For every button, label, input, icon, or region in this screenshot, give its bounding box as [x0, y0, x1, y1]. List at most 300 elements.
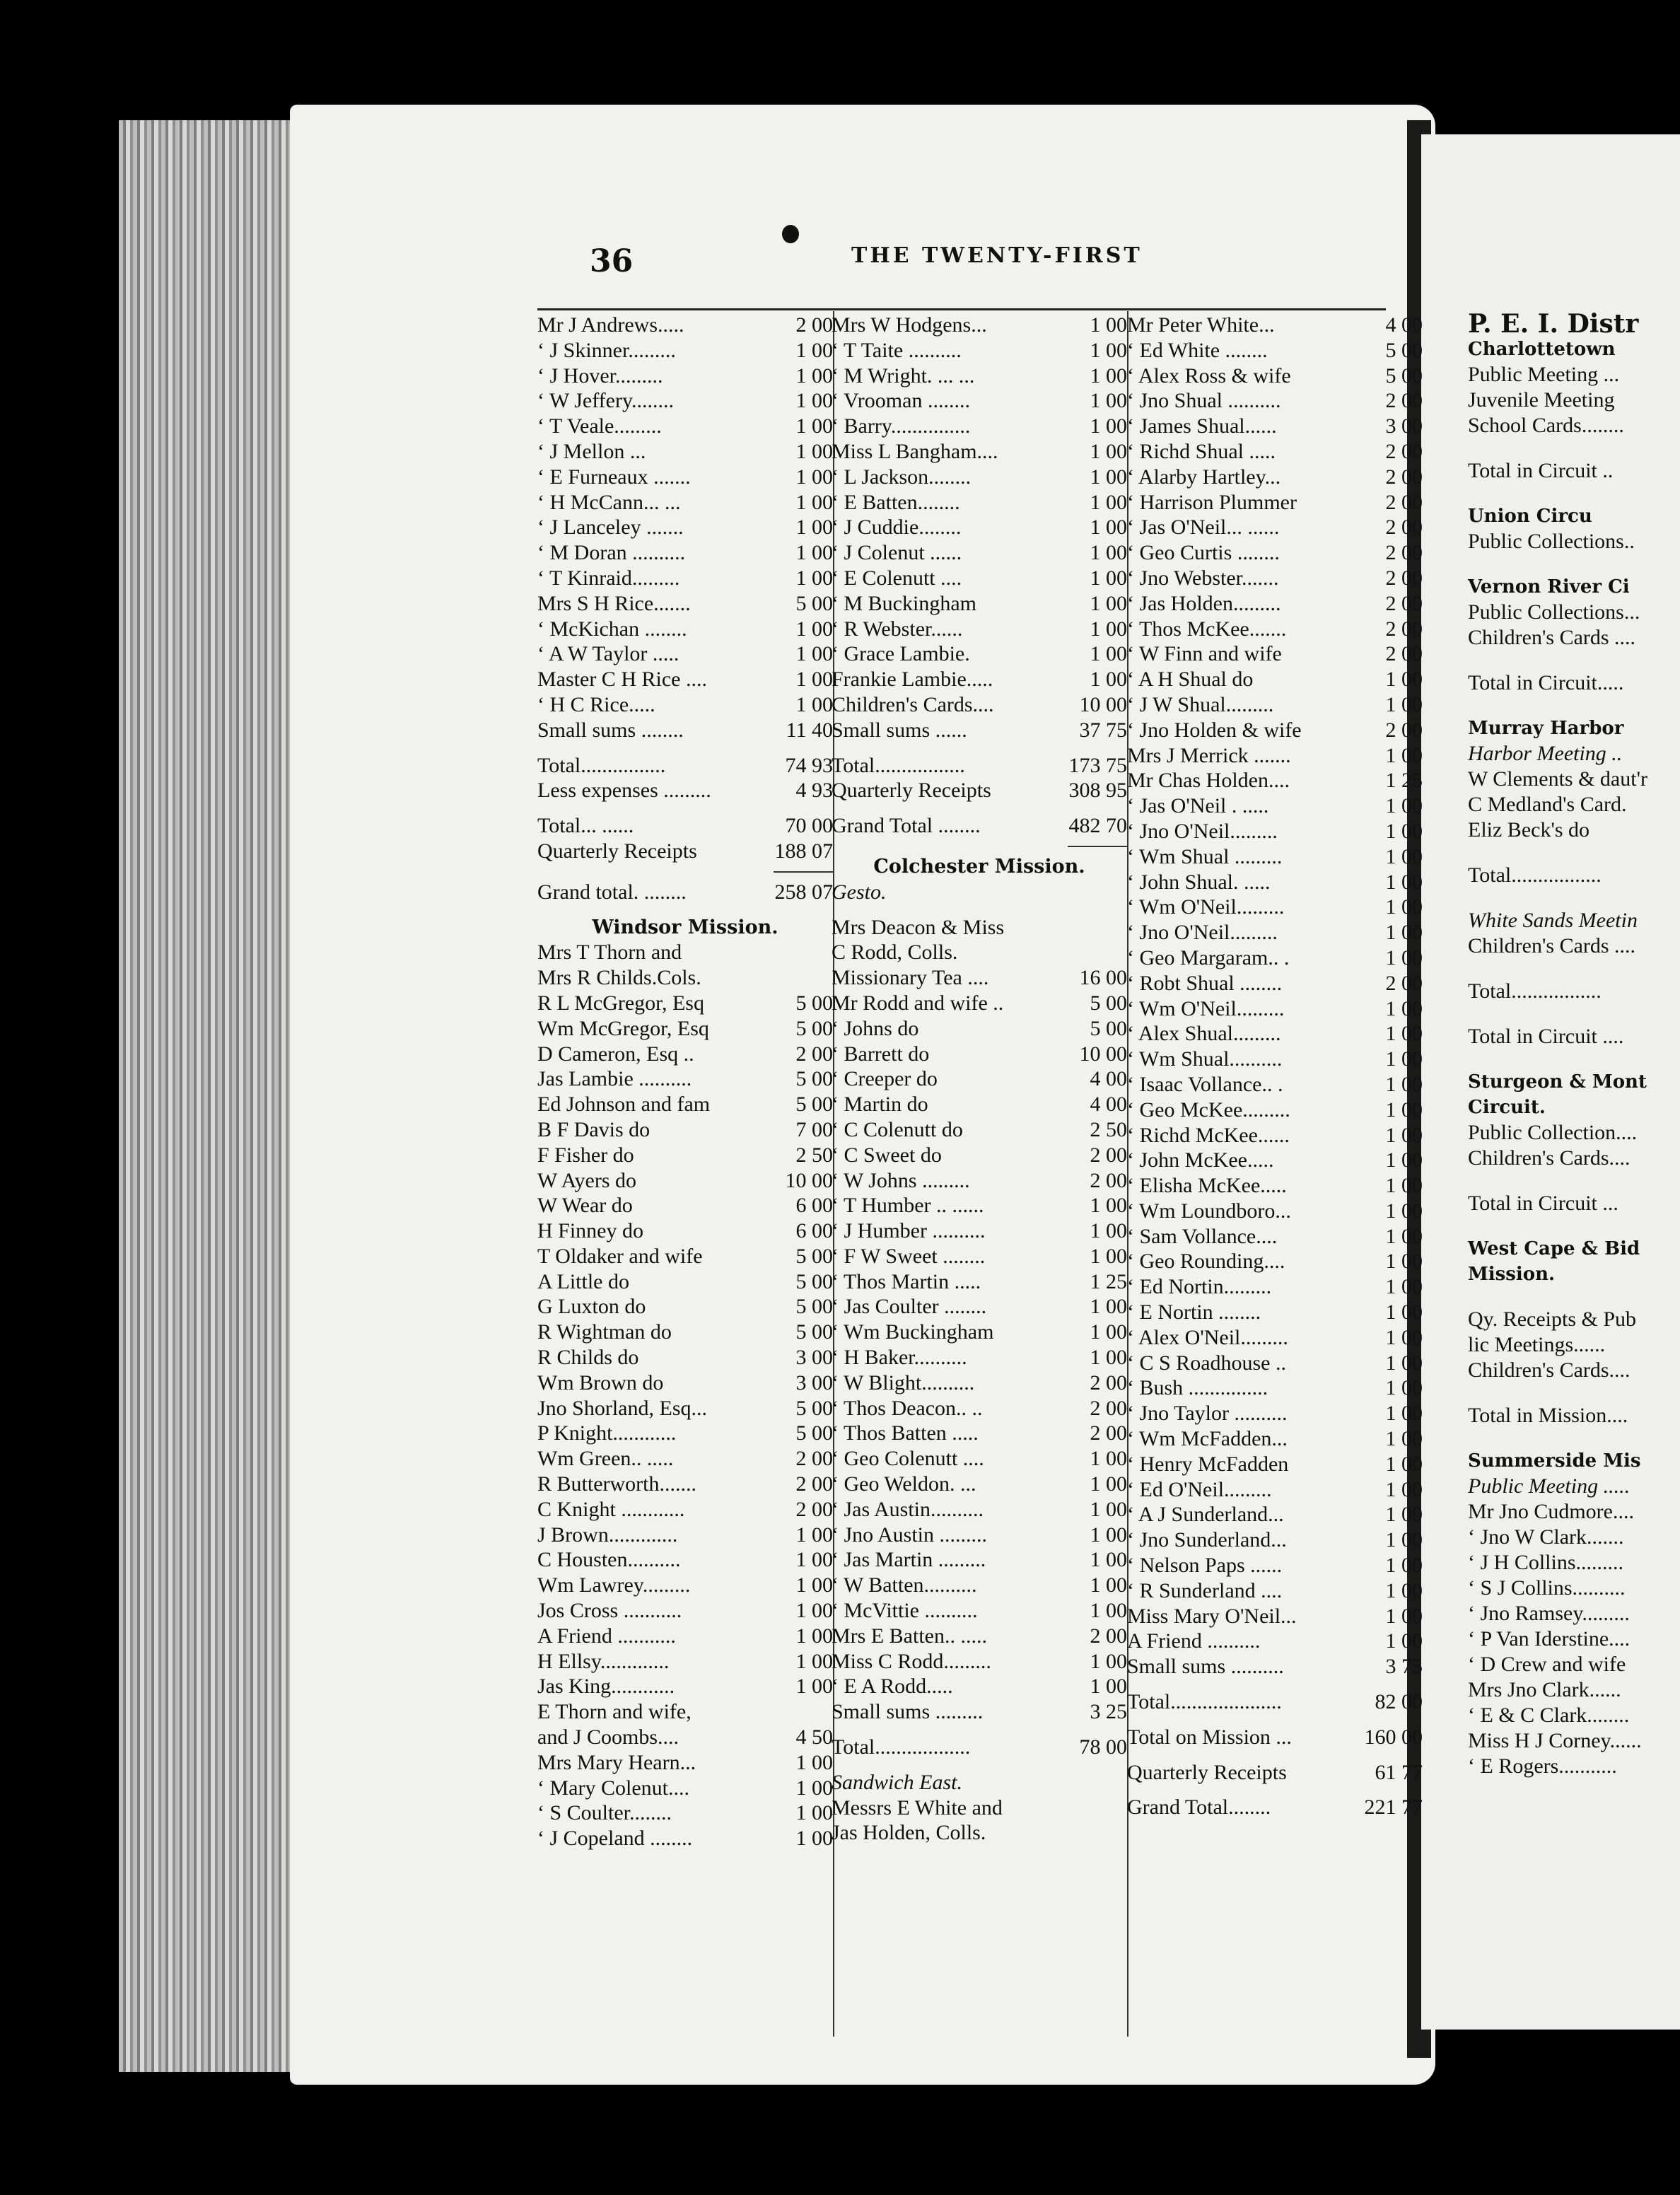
entry-amount: 6 00: [795, 1194, 833, 1218]
entry-amount: 1 00: [1385, 996, 1423, 1020]
entry-amount: 1 00: [795, 1624, 833, 1648]
entry-name: Less expenses .........: [537, 779, 711, 803]
entry-amount: 1 00: [1385, 844, 1423, 868]
ledger-row: [832, 1735, 1127, 1760]
ledger-row: [537, 1066, 833, 1092]
ledger-row: [832, 1820, 1127, 1846]
ledger-row: [832, 1573, 1127, 1598]
entry-amount: 4 00: [1385, 313, 1423, 337]
total-rule: [832, 839, 1127, 854]
entry-name: ‘ Geo Rounding....: [1127, 1250, 1285, 1274]
entry-name: ‘ John McKee.....: [1127, 1148, 1274, 1172]
entry-name: P Knight............: [537, 1421, 677, 1445]
ledger-row: [1127, 920, 1423, 945]
entry-name: ‘ Sam Vollance....: [1127, 1224, 1278, 1248]
total-rule: [537, 864, 833, 880]
ledger-row: [832, 1699, 1127, 1725]
ledger-row: [1127, 1452, 1423, 1477]
entry-name: ‘ J Humber ..........: [832, 1219, 986, 1243]
ledger-row: [537, 439, 833, 465]
entry-amount: 1 00: [795, 1776, 833, 1800]
entry-name: ‘ M Wright. ... ...: [832, 363, 975, 388]
entry-name: ‘ J Cuddie........: [832, 516, 962, 540]
entry-amount: 82 00: [1375, 1690, 1423, 1714]
entry-amount: 482 70: [1068, 814, 1127, 838]
entry-amount: 1 00: [1385, 1072, 1423, 1096]
entry-name: ‘ Richd Shual .....: [1127, 439, 1276, 463]
entry-name: ‘ L Jackson........: [832, 465, 972, 489]
entry-amount: 1 00: [1385, 1047, 1423, 1071]
entry-amount: 5 00: [795, 1269, 833, 1293]
ledger-row: [1127, 1604, 1423, 1629]
entry-amount: [1068, 1820, 1127, 1846]
facing-page-line: Children's Cards ....: [1468, 626, 1636, 649]
entry-amount: 1 00: [1385, 1578, 1423, 1602]
ledger-row: [537, 566, 833, 591]
entry-amount: 1 00: [1385, 1300, 1423, 1324]
header-rule: [537, 308, 1386, 310]
entry-amount: 2 00: [1385, 465, 1423, 489]
entry-amount: 2 00: [1385, 718, 1423, 742]
entry-name: ‘ E Furneaux .......: [537, 465, 691, 489]
facing-page-line: Juvenile Meeting: [1468, 388, 1615, 412]
entry-amount: 1 00: [795, 414, 833, 438]
entry-amount: 1 00: [1385, 1477, 1423, 1501]
entry-amount: 3 25: [1090, 1700, 1127, 1724]
ledger-row: [537, 1674, 833, 1699]
ledger-row: [832, 566, 1127, 591]
entry-amount: 1 00: [1385, 870, 1423, 894]
entry-amount: 1 00: [795, 617, 833, 641]
entry-amount: [1068, 940, 1127, 965]
ledger-row: [1127, 819, 1423, 844]
facing-page-column: [1468, 311, 1680, 1779]
ledger-row: [1127, 1300, 1423, 1325]
ledger-row: [537, 1218, 833, 1244]
ledger-row: [537, 1345, 833, 1370]
entry-amount: 4 93: [795, 779, 833, 803]
ledger-row: [1127, 313, 1423, 338]
entry-name: Total................: [537, 753, 666, 777]
entry-amount: 2 00: [795, 313, 833, 337]
entry-name: ‘ Ed O'Neil.........: [1127, 1477, 1272, 1501]
entry-amount: [774, 1699, 833, 1725]
entry-amount: 5 00: [795, 991, 833, 1015]
entry-amount: 1 00: [1090, 313, 1127, 337]
ledger-row: [1127, 996, 1423, 1022]
ledger-row: [537, 1193, 833, 1218]
ledger-row: [832, 813, 1127, 839]
facing-page-line: Total in Circuit.....: [1468, 671, 1624, 694]
entry-amount: 1 00: [795, 1675, 833, 1699]
facing-page-line: ‘ P Van Iderstine....: [1468, 1627, 1631, 1650]
ledger-row: [537, 1396, 833, 1421]
entry-amount: 5 00: [795, 1093, 833, 1117]
entry-amount: 1 00: [795, 1599, 833, 1623]
entry-amount: 1 00: [1385, 1402, 1423, 1426]
entry-name: ‘ Jno O'Neil.........: [1127, 921, 1278, 945]
facing-page-line: ‘ D Crew and wife: [1468, 1653, 1626, 1676]
entry-name: ‘ Barrett do: [832, 1042, 930, 1066]
entry-name: ‘ T Veale.........: [537, 414, 662, 438]
entry-amount: 1 00: [1385, 1123, 1423, 1147]
ledger-row: [832, 338, 1127, 363]
entry-amount: 2 00: [795, 1447, 833, 1471]
entry-amount: 1 25: [1090, 1269, 1127, 1293]
entry-amount: 74 93: [785, 753, 833, 777]
entry-name: ‘ John Shual. .....: [1127, 870, 1271, 894]
ledger-row: [537, 1649, 833, 1675]
ledger-row: [537, 778, 833, 803]
entry-name: A Friend ..........: [1127, 1629, 1261, 1653]
ledger-row: [537, 617, 833, 642]
ledger-row: [1127, 1047, 1423, 1072]
ledger-row: [537, 1800, 833, 1826]
entry-name: ‘ F W Sweet ........: [832, 1244, 986, 1268]
ledger-row: [537, 718, 833, 743]
ledger-row: [1127, 743, 1423, 769]
entry-name: ‘ James Shual......: [1127, 414, 1277, 438]
entry-amount: 2 50: [795, 1143, 833, 1167]
entry-name: Mr Chas Holden....: [1127, 769, 1290, 793]
facing-page-line: School Cards........: [1468, 414, 1624, 437]
entry-amount: 1 00: [795, 1573, 833, 1597]
facing-page-line: Mission.: [1468, 1264, 1556, 1285]
facing-page-line: Children's Cards....: [1468, 1146, 1631, 1170]
entry-amount: [774, 940, 833, 965]
entry-amount: 3 00: [795, 1370, 833, 1395]
ledger-row: [1127, 971, 1423, 996]
ledger-row: [1127, 1098, 1423, 1123]
entry-name: Frankie Lambie.....: [832, 668, 993, 692]
entry-name: T Oldaker and wife: [537, 1244, 703, 1268]
ledger-row: [1127, 1725, 1423, 1750]
facing-page-line: Eliz Beck's do: [1468, 818, 1590, 842]
entry-name: R Wightman do: [537, 1320, 672, 1344]
entry-name: ‘ W Finn and wife: [1127, 642, 1282, 666]
entry-amount: 1 00: [1090, 389, 1127, 413]
entry-name: ‘ C Sweet do: [832, 1143, 942, 1167]
facing-page-line: Public Collection....: [1468, 1121, 1638, 1144]
ledger-row: [832, 617, 1127, 642]
facing-page-line: Mr Jno Cudmore....: [1468, 1500, 1634, 1523]
entry-amount: 2 00: [1385, 971, 1423, 995]
entry-amount: 5 00: [795, 1295, 833, 1319]
entry-amount: 1 00: [795, 668, 833, 692]
ledger-row: [537, 1370, 833, 1396]
entry-name: ‘ Jno Taylor ..........: [1127, 1402, 1288, 1426]
entry-amount: 4 50: [795, 1725, 833, 1749]
entry-amount: 1 00: [795, 389, 833, 413]
ledger-row: [1127, 895, 1423, 920]
entry-amount: 1 00: [1090, 1649, 1127, 1673]
ledger-row: [537, 313, 833, 338]
entry-amount: 2 50: [1090, 1117, 1127, 1141]
ledger-row: [537, 1042, 833, 1067]
ledger-row: [537, 414, 833, 439]
ledger-row: [537, 388, 833, 414]
ledger-row: [832, 439, 1127, 465]
entry-amount: 2 00: [795, 1472, 833, 1496]
entry-name: ‘ W Blight..........: [832, 1370, 975, 1395]
entry-name: Quarterly Receipts: [537, 839, 697, 863]
entry-name: ‘ Wm O'Neil.........: [1127, 996, 1285, 1020]
entry-amount: 160 00: [1364, 1725, 1423, 1749]
entry-name: Grand total. ........: [537, 880, 687, 904]
entry-name: Wm Lawrey.........: [537, 1573, 691, 1597]
entry-name: Wm Green.. .....: [537, 1447, 674, 1471]
entry-amount: [1068, 1795, 1127, 1821]
entry-amount: 2 00: [1385, 439, 1423, 463]
entry-amount: 2 00: [1090, 1624, 1127, 1648]
ledger-row: [1127, 1123, 1423, 1148]
entry-amount: 2 00: [1385, 642, 1423, 666]
entry-name: ‘ Creeper do: [832, 1067, 938, 1091]
entry-amount: 5 00: [795, 1396, 833, 1420]
column-2: [832, 313, 1127, 1846]
entry-name: ‘ Jas Holden.........: [1127, 591, 1281, 615]
ledger-row: [537, 1472, 833, 1497]
entry-amount: 1 00: [1090, 338, 1127, 362]
entry-amount: 1 00: [1090, 1346, 1127, 1370]
entry-name: ‘ Jno Webster.......: [1127, 566, 1279, 590]
entry-name: ‘ S Coulter........: [537, 1801, 672, 1825]
entry-name: ‘ Jas Martin .........: [832, 1548, 986, 1572]
entry-amount: 1 00: [795, 566, 833, 590]
facing-page-line: Total.................: [1468, 863, 1602, 887]
entry-amount: 1 00: [795, 465, 833, 489]
ledger-row: [832, 1472, 1127, 1497]
entry-name: G Luxton do: [537, 1295, 646, 1319]
entry-name: ‘ Ed Nortin.........: [1127, 1275, 1272, 1299]
entry-name: ‘ E A Rodd.....: [832, 1675, 953, 1699]
entry-name: Small sums ........: [537, 718, 684, 742]
ledger-row: [832, 465, 1127, 490]
entry-name: ‘ J W Shual.........: [1127, 692, 1274, 716]
entry-amount: 1 00: [1385, 921, 1423, 945]
ledger-row: [537, 1016, 833, 1042]
facing-page-line: ‘ Jno Ramsey.........: [1468, 1602, 1630, 1625]
entry-amount: 5 00: [795, 591, 833, 615]
entry-name: F Fisher do: [537, 1143, 634, 1167]
ledger-row: [832, 965, 1127, 991]
entry-amount: 1 00: [1090, 642, 1127, 666]
ledger-row: [832, 388, 1127, 414]
facing-page-line: Public Meeting ...: [1468, 363, 1620, 386]
entry-amount: 1 00: [1385, 1604, 1423, 1628]
entry-amount: 1 00: [1090, 1295, 1127, 1319]
entry-name: ‘ R Webster......: [832, 617, 963, 641]
ledger-row: [1127, 768, 1423, 793]
entry-amount: 1 00: [1090, 1599, 1127, 1623]
facing-page-line: ‘ S J Collins..........: [1468, 1576, 1626, 1600]
ledger-row: [832, 692, 1127, 718]
ledger-row: [832, 718, 1127, 743]
ledger-row: [537, 1573, 833, 1598]
entry-amount: 1 00: [1385, 1427, 1423, 1451]
ledger-row: [1127, 1325, 1423, 1351]
entry-name: ‘ Geo Margaram.. .: [1127, 945, 1290, 970]
entry-amount: 1 00: [795, 439, 833, 463]
facing-page-line: Qy. Receipts & Pub: [1468, 1308, 1637, 1331]
ledger-row: [1127, 515, 1423, 540]
entry-amount: 1 00: [1090, 1472, 1127, 1496]
ledger-row: [537, 1117, 833, 1143]
ledger-row: [1127, 1375, 1423, 1401]
entry-amount: 1 00: [1385, 1224, 1423, 1248]
ledger-row: [537, 1421, 833, 1446]
entry-name: Small sums ..........: [1127, 1655, 1284, 1679]
entry-name: Mrs E Batten.. .....: [832, 1624, 987, 1648]
entry-amount: 3 00: [795, 1346, 833, 1370]
entry-name: ‘ R Sunderland ....: [1127, 1578, 1283, 1602]
ledger-row: [832, 414, 1127, 439]
entry-name: ‘ Geo Colenutt ....: [832, 1447, 984, 1471]
entry-name: ‘ Alex Shual.........: [1127, 1022, 1281, 1046]
entry-amount: 1 25: [1385, 769, 1423, 793]
entry-name: Children's Cards....: [832, 692, 994, 716]
entry-name: ‘ J Skinner.........: [537, 338, 676, 362]
entry-name: A Little do: [537, 1269, 629, 1293]
ledger-row: [537, 1750, 833, 1776]
entry-name: C Knight ............: [537, 1497, 685, 1521]
ledger-row: [1127, 870, 1423, 895]
column-3: [1127, 313, 1423, 1820]
ledger-row: [537, 1699, 833, 1725]
facing-page-line: Public Meeting .....: [1468, 1474, 1631, 1498]
entry-name: ‘ Elisha McKee.....: [1127, 1174, 1287, 1198]
ledger-row: [1127, 338, 1423, 363]
ledger-row: [1127, 641, 1423, 667]
entry-name: ‘ Isaac Vollance.. .: [1127, 1072, 1283, 1096]
facing-page-line: Public Collections...: [1468, 600, 1640, 624]
entry-name: ‘ Thos McKee.......: [1127, 617, 1287, 641]
facing-page-line: White Sands Meetin: [1468, 909, 1638, 932]
entry-name: Total.................: [832, 753, 965, 777]
entry-name: Mr Peter White...: [1127, 313, 1275, 337]
entry-name: ‘ M Doran ..........: [537, 541, 686, 565]
ledger-row: [537, 1320, 833, 1345]
entry-amount: 1 00: [1385, 945, 1423, 970]
ledger-row: [832, 515, 1127, 540]
entry-amount: 1 00: [1090, 1447, 1127, 1471]
entry-name: ‘ H Baker..........: [832, 1346, 967, 1370]
entry-amount: 1 00: [795, 363, 833, 388]
entry-name: ‘ E Nortin ........: [1127, 1300, 1261, 1324]
ledger-row: [832, 1218, 1127, 1244]
entry-amount: [1068, 915, 1127, 941]
entry-name: ‘ J Mellon ...: [537, 439, 646, 463]
entry-amount: 1 00: [1385, 1629, 1423, 1653]
entry-amount: 5 00: [795, 1421, 833, 1445]
entry-amount: 1 00: [1385, 1554, 1423, 1578]
entry-name: ‘ W Jeffery........: [537, 389, 675, 413]
entry-amount: 10 00: [1079, 1042, 1127, 1066]
facing-page-line: Mrs Jno Clark......: [1468, 1678, 1621, 1701]
entry-name: ‘ Ed White ........: [1127, 338, 1268, 362]
entry-name: ‘ Geo Weldon. ...: [832, 1472, 976, 1496]
entry-amount: 16 00: [1079, 966, 1127, 990]
entry-name: Mr J Andrews.....: [537, 313, 684, 337]
entry-name: ‘ A H Shual do: [1127, 668, 1254, 692]
entry-name: ‘ Robt Shual ........: [1127, 971, 1283, 995]
ledger-row: [1127, 465, 1423, 490]
entry-name: ‘ Alex O'Neil.........: [1127, 1325, 1288, 1349]
ledger-row: [1127, 566, 1423, 591]
ledger-row: [832, 591, 1127, 617]
entry-amount: 7 00: [795, 1117, 833, 1141]
facing-page-line: Sturgeon & Mont: [1468, 1071, 1647, 1093]
ledger-row: [832, 1396, 1127, 1421]
entry-name: Mrs Deacon & Miss: [832, 915, 1005, 939]
facing-page-line: ‘ E Rogers...........: [1468, 1754, 1617, 1778]
facing-page-line: Total in Circuit ....: [1468, 1025, 1624, 1048]
ledger-row: [832, 1522, 1127, 1548]
ledger-row: [537, 667, 833, 692]
ledger-row: [1127, 1351, 1423, 1376]
entry-name: ‘ T Taite ..........: [832, 338, 962, 362]
entry-amount: 1 00: [1090, 1497, 1127, 1521]
ledger-row: [537, 1497, 833, 1522]
ledger-row: [1127, 1072, 1423, 1098]
entry-amount: 1 00: [1090, 668, 1127, 692]
entry-amount: 5 00: [795, 1067, 833, 1091]
ledger-row: [537, 753, 833, 779]
entry-amount: 1 00: [1090, 363, 1127, 388]
column-1: [537, 313, 833, 1851]
ledger-row: [537, 965, 833, 991]
facing-page-line: Children's Cards ....: [1468, 934, 1636, 957]
entry-amount: 1 00: [1090, 1675, 1127, 1699]
entry-name: ‘ T Kinraid.........: [537, 566, 680, 590]
ledger-row: [1127, 945, 1423, 971]
entry-amount: 5 00: [795, 1016, 833, 1040]
entry-amount: 37 75: [1079, 718, 1127, 742]
entry-amount: 1 00: [1385, 743, 1423, 767]
entry-amount: 2 00: [1090, 1168, 1127, 1192]
ledger-row: [832, 1016, 1127, 1042]
ledger-row: [1127, 1477, 1423, 1503]
section-heading: Windsor Mission.: [592, 916, 778, 938]
entry-amount: 1 00: [1385, 1174, 1423, 1198]
facing-page-line: ‘ Jno W Clark.......: [1468, 1525, 1624, 1549]
ledger-row: [537, 540, 833, 566]
entry-amount: 258 07: [774, 880, 833, 904]
entry-name: ‘ J Colenut ......: [832, 541, 962, 565]
ledger-row: [832, 1598, 1127, 1624]
ledger-row: [832, 490, 1127, 516]
ledger-row: [832, 1370, 1127, 1396]
entry-amount: 1 00: [1385, 895, 1423, 919]
entry-amount: 1 00: [1385, 692, 1423, 716]
entry-amount: 1 00: [1385, 1199, 1423, 1223]
entry-amount: 1 00: [795, 338, 833, 362]
entry-name: H Ellsy.............: [537, 1649, 670, 1673]
entry-amount: 1 00: [795, 1649, 833, 1673]
ledger-row: [1127, 1274, 1423, 1300]
book-page-edges: [119, 120, 296, 2072]
ledger-row: [537, 465, 833, 490]
facing-page-line: Children's Cards....: [1468, 1358, 1631, 1382]
entry-name: ‘ J Hover.........: [537, 363, 663, 388]
entry-amount: 1 00: [1385, 1275, 1423, 1299]
entry-amount: 1 00: [1385, 1503, 1423, 1527]
entry-amount: 3 00: [1385, 414, 1423, 438]
entry-name: ‘ Wm Shual .........: [1127, 844, 1283, 868]
ledger-row: [1127, 1173, 1423, 1199]
entry-name: ‘ W Johns .........: [832, 1168, 970, 1192]
facing-page-line: Circuit.: [1468, 1097, 1546, 1118]
